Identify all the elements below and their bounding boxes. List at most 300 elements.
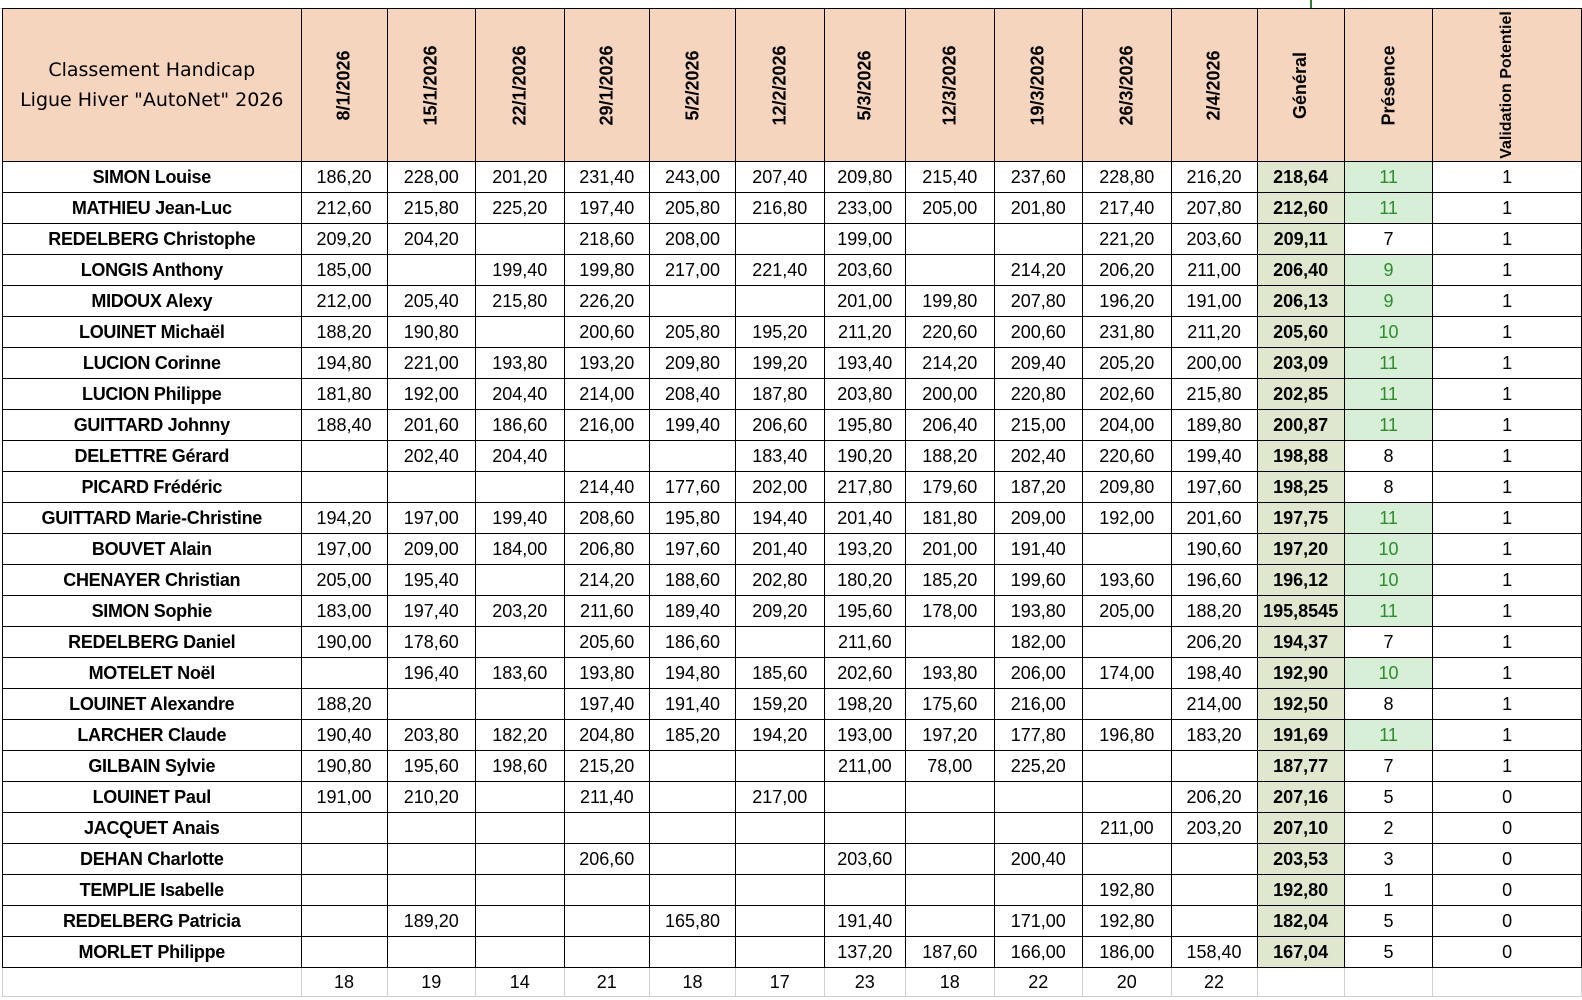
score-cell[interactable]: 182,20 — [476, 720, 565, 751]
general-cell[interactable]: 205,60 — [1257, 317, 1344, 348]
score-cell[interactable]: 197,60 — [1171, 472, 1257, 503]
score-cell[interactable] — [476, 224, 565, 255]
validation-cell[interactable]: 0 — [1433, 844, 1582, 875]
score-cell[interactable] — [387, 813, 476, 844]
player-name-cell[interactable]: TEMPLIE Isabelle — [3, 875, 302, 906]
score-cell[interactable] — [650, 875, 736, 906]
player-name-cell[interactable]: MORLET Philippe — [3, 937, 302, 968]
score-cell[interactable] — [736, 937, 825, 968]
score-cell[interactable] — [1083, 534, 1172, 565]
score-cell[interactable]: 194,80 — [301, 348, 387, 379]
total-cell[interactable]: 22 — [994, 968, 1083, 997]
score-cell[interactable]: 193,80 — [476, 348, 565, 379]
score-cell[interactable] — [906, 224, 995, 255]
score-cell[interactable]: 199,40 — [476, 255, 565, 286]
player-name-cell[interactable]: LUCION Philippe — [3, 379, 302, 410]
score-cell[interactable] — [906, 875, 995, 906]
score-cell[interactable]: 212,00 — [301, 286, 387, 317]
score-cell[interactable]: 231,40 — [564, 162, 650, 193]
player-name-cell[interactable]: REDELBERG Patricia — [3, 906, 302, 937]
presence-cell[interactable]: 7 — [1344, 751, 1433, 782]
validation-cell[interactable]: 1 — [1433, 255, 1582, 286]
presence-cell[interactable]: 9 — [1344, 286, 1433, 317]
score-cell[interactable] — [736, 906, 825, 937]
score-cell[interactable] — [994, 224, 1083, 255]
score-cell[interactable]: 203,60 — [824, 255, 906, 286]
general-cell[interactable]: 203,09 — [1257, 348, 1344, 379]
score-cell[interactable]: 211,00 — [1171, 255, 1257, 286]
score-cell[interactable]: 186,60 — [650, 627, 736, 658]
score-cell[interactable]: 204,40 — [476, 441, 565, 472]
score-cell[interactable]: 198,60 — [476, 751, 565, 782]
presence-cell[interactable]: 10 — [1344, 317, 1433, 348]
player-name-cell[interactable]: GUITTARD Marie-Christine — [3, 503, 302, 534]
empty-cell[interactable] — [1257, 968, 1344, 997]
score-cell[interactable] — [476, 782, 565, 813]
score-cell[interactable]: 192,00 — [387, 379, 476, 410]
total-cell[interactable]: 18 — [301, 968, 387, 997]
score-cell[interactable]: 205,00 — [906, 193, 995, 224]
score-cell[interactable]: 216,20 — [1171, 162, 1257, 193]
player-name-cell[interactable]: PICARD Frédéric — [3, 472, 302, 503]
score-cell[interactable]: 193,00 — [824, 720, 906, 751]
score-cell[interactable]: 199,00 — [824, 224, 906, 255]
score-cell[interactable]: 203,80 — [387, 720, 476, 751]
score-cell[interactable]: 202,40 — [994, 441, 1083, 472]
score-cell[interactable]: 215,80 — [476, 286, 565, 317]
general-cell[interactable]: 194,37 — [1257, 627, 1344, 658]
score-cell[interactable]: 198,20 — [824, 689, 906, 720]
score-cell[interactable]: 205,40 — [387, 286, 476, 317]
score-cell[interactable]: 178,00 — [906, 596, 995, 627]
presence-cell[interactable]: 7 — [1344, 224, 1433, 255]
total-cell[interactable]: 23 — [824, 968, 906, 997]
score-cell[interactable]: 200,40 — [994, 844, 1083, 875]
score-cell[interactable]: 137,20 — [824, 937, 906, 968]
presence-cell[interactable]: 2 — [1344, 813, 1433, 844]
score-cell[interactable] — [906, 813, 995, 844]
general-cell[interactable]: 218,64 — [1257, 162, 1344, 193]
player-name-cell[interactable]: BOUVET Alain — [3, 534, 302, 565]
score-cell[interactable]: 190,80 — [387, 317, 476, 348]
totals-label-cell[interactable] — [3, 968, 302, 997]
score-cell[interactable]: 205,80 — [650, 317, 736, 348]
score-cell[interactable] — [1083, 751, 1172, 782]
score-cell[interactable] — [994, 813, 1083, 844]
score-cell[interactable]: 228,00 — [387, 162, 476, 193]
score-cell[interactable]: 177,80 — [994, 720, 1083, 751]
score-cell[interactable]: 208,60 — [564, 503, 650, 534]
score-cell[interactable]: 195,60 — [824, 596, 906, 627]
general-cell[interactable]: 192,90 — [1257, 658, 1344, 689]
score-cell[interactable]: 199,40 — [476, 503, 565, 534]
score-cell[interactable]: 210,20 — [387, 782, 476, 813]
presence-cell[interactable]: 3 — [1344, 844, 1433, 875]
score-cell[interactable]: 191,00 — [301, 782, 387, 813]
score-cell[interactable] — [1083, 689, 1172, 720]
score-cell[interactable]: 233,00 — [824, 193, 906, 224]
score-cell[interactable] — [650, 751, 736, 782]
score-cell[interactable]: 231,80 — [1083, 317, 1172, 348]
total-cell[interactable]: 20 — [1083, 968, 1172, 997]
score-cell[interactable]: 175,60 — [906, 689, 995, 720]
score-cell[interactable]: 206,40 — [906, 410, 995, 441]
score-cell[interactable]: 189,40 — [650, 596, 736, 627]
general-cell[interactable]: 207,10 — [1257, 813, 1344, 844]
validation-cell[interactable]: 1 — [1433, 627, 1582, 658]
score-cell[interactable]: 209,80 — [824, 162, 906, 193]
score-cell[interactable] — [301, 937, 387, 968]
score-cell[interactable] — [650, 937, 736, 968]
player-name-cell[interactable]: LOUINET Michaël — [3, 317, 302, 348]
score-cell[interactable]: 201,60 — [387, 410, 476, 441]
score-cell[interactable]: 201,00 — [824, 286, 906, 317]
score-cell[interactable]: 204,20 — [387, 224, 476, 255]
score-cell[interactable]: 203,80 — [824, 379, 906, 410]
general-cell[interactable]: 207,16 — [1257, 782, 1344, 813]
score-cell[interactable]: 197,60 — [650, 534, 736, 565]
score-cell[interactable]: 202,40 — [387, 441, 476, 472]
score-cell[interactable]: 194,20 — [736, 720, 825, 751]
score-cell[interactable]: 190,60 — [1171, 534, 1257, 565]
score-cell[interactable]: 214,00 — [1171, 689, 1257, 720]
score-cell[interactable]: 211,00 — [1083, 813, 1172, 844]
presence-cell[interactable]: 11 — [1344, 503, 1433, 534]
validation-cell[interactable]: 1 — [1433, 317, 1582, 348]
validation-cell[interactable]: 1 — [1433, 658, 1582, 689]
score-cell[interactable]: 211,40 — [564, 782, 650, 813]
score-cell[interactable]: 221,20 — [1083, 224, 1172, 255]
general-cell[interactable]: 192,80 — [1257, 875, 1344, 906]
score-cell[interactable]: 216,00 — [994, 689, 1083, 720]
score-cell[interactable]: 197,40 — [564, 689, 650, 720]
score-cell[interactable]: 204,00 — [1083, 410, 1172, 441]
score-cell[interactable] — [650, 813, 736, 844]
score-cell[interactable]: 197,40 — [387, 596, 476, 627]
score-cell[interactable]: 197,00 — [301, 534, 387, 565]
score-cell[interactable]: 197,20 — [906, 720, 995, 751]
presence-cell[interactable]: 11 — [1344, 720, 1433, 751]
score-cell[interactable]: 191,40 — [650, 689, 736, 720]
score-cell[interactable] — [736, 751, 825, 782]
player-name-cell[interactable]: LUCION Corinne — [3, 348, 302, 379]
player-name-cell[interactable]: MIDOUX Alexy — [3, 286, 302, 317]
score-cell[interactable]: 211,60 — [824, 627, 906, 658]
general-cell[interactable]: 191,69 — [1257, 720, 1344, 751]
score-cell[interactable] — [906, 844, 995, 875]
score-cell[interactable] — [387, 875, 476, 906]
score-cell[interactable]: 215,00 — [994, 410, 1083, 441]
score-cell[interactable]: 206,00 — [994, 658, 1083, 689]
score-cell[interactable]: 204,80 — [564, 720, 650, 751]
total-cell[interactable]: 18 — [906, 968, 995, 997]
presence-cell[interactable]: 7 — [1344, 627, 1433, 658]
score-cell[interactable]: 215,40 — [906, 162, 995, 193]
player-name-cell[interactable]: DEHAN Charlotte — [3, 844, 302, 875]
score-cell[interactable] — [564, 813, 650, 844]
score-cell[interactable]: 209,20 — [301, 224, 387, 255]
score-cell[interactable]: 199,40 — [650, 410, 736, 441]
score-cell[interactable]: 217,40 — [1083, 193, 1172, 224]
score-cell[interactable]: 183,40 — [736, 441, 825, 472]
score-cell[interactable]: 201,00 — [906, 534, 995, 565]
score-cell[interactable] — [301, 658, 387, 689]
score-cell[interactable] — [1171, 875, 1257, 906]
score-cell[interactable]: 192,80 — [1083, 875, 1172, 906]
general-cell[interactable]: 212,60 — [1257, 193, 1344, 224]
score-cell[interactable] — [476, 627, 565, 658]
validation-cell[interactable]: 1 — [1433, 472, 1582, 503]
score-cell[interactable]: 220,60 — [1083, 441, 1172, 472]
score-cell[interactable] — [824, 782, 906, 813]
score-cell[interactable]: 186,20 — [301, 162, 387, 193]
score-cell[interactable]: 214,00 — [564, 379, 650, 410]
score-cell[interactable]: 203,60 — [1171, 224, 1257, 255]
player-name-cell[interactable]: DELETTRE Gérard — [3, 441, 302, 472]
general-cell[interactable]: 187,77 — [1257, 751, 1344, 782]
score-cell[interactable]: 188,20 — [1171, 596, 1257, 627]
player-name-cell[interactable]: MATHIEU Jean-Luc — [3, 193, 302, 224]
score-cell[interactable]: 209,40 — [994, 348, 1083, 379]
score-cell[interactable]: 201,20 — [476, 162, 565, 193]
score-cell[interactable]: 208,40 — [650, 379, 736, 410]
score-cell[interactable]: 195,40 — [387, 565, 476, 596]
score-cell[interactable]: 205,60 — [564, 627, 650, 658]
score-cell[interactable] — [1171, 751, 1257, 782]
score-cell[interactable] — [476, 472, 565, 503]
score-cell[interactable] — [476, 689, 565, 720]
validation-cell[interactable]: 1 — [1433, 565, 1582, 596]
score-cell[interactable] — [650, 782, 736, 813]
validation-cell[interactable]: 1 — [1433, 193, 1582, 224]
score-cell[interactable]: 215,80 — [1171, 379, 1257, 410]
player-name-cell[interactable]: SIMON Sophie — [3, 596, 302, 627]
score-cell[interactable]: 196,60 — [1171, 565, 1257, 596]
score-cell[interactable]: 226,20 — [564, 286, 650, 317]
validation-cell[interactable]: 1 — [1433, 379, 1582, 410]
score-cell[interactable] — [301, 441, 387, 472]
score-cell[interactable] — [301, 844, 387, 875]
general-cell[interactable]: 197,75 — [1257, 503, 1344, 534]
player-name-cell[interactable]: LONGIS Anthony — [3, 255, 302, 286]
score-cell[interactable]: 205,00 — [301, 565, 387, 596]
score-cell[interactable]: 199,60 — [994, 565, 1083, 596]
score-cell[interactable]: 211,20 — [1171, 317, 1257, 348]
general-cell[interactable]: 182,04 — [1257, 906, 1344, 937]
score-cell[interactable]: 181,80 — [301, 379, 387, 410]
score-cell[interactable] — [994, 875, 1083, 906]
score-cell[interactable] — [906, 906, 995, 937]
score-cell[interactable]: 192,80 — [1083, 906, 1172, 937]
score-cell[interactable] — [564, 441, 650, 472]
score-cell[interactable] — [906, 782, 995, 813]
score-cell[interactable] — [301, 906, 387, 937]
score-cell[interactable] — [476, 565, 565, 596]
general-cell[interactable]: 206,40 — [1257, 255, 1344, 286]
presence-cell[interactable]: 10 — [1344, 565, 1433, 596]
player-name-cell[interactable]: JACQUET Anais — [3, 813, 302, 844]
score-cell[interactable]: 159,20 — [736, 689, 825, 720]
score-cell[interactable]: 199,80 — [564, 255, 650, 286]
score-cell[interactable]: 166,00 — [994, 937, 1083, 968]
general-cell[interactable]: 197,20 — [1257, 534, 1344, 565]
validation-cell[interactable]: 0 — [1433, 906, 1582, 937]
score-cell[interactable]: 193,80 — [906, 658, 995, 689]
score-cell[interactable]: 201,40 — [736, 534, 825, 565]
player-name-cell[interactable]: LARCHER Claude — [3, 720, 302, 751]
presence-cell[interactable]: 11 — [1344, 596, 1433, 627]
score-cell[interactable]: 199,40 — [1171, 441, 1257, 472]
score-cell[interactable] — [387, 844, 476, 875]
score-cell[interactable]: 185,60 — [736, 658, 825, 689]
score-cell[interactable]: 191,40 — [824, 906, 906, 937]
general-cell[interactable]: 202,85 — [1257, 379, 1344, 410]
presence-cell[interactable]: 8 — [1344, 472, 1433, 503]
score-cell[interactable]: 158,40 — [1171, 937, 1257, 968]
score-cell[interactable] — [301, 875, 387, 906]
validation-cell[interactable]: 1 — [1433, 534, 1582, 565]
empty-cell[interactable] — [1433, 968, 1582, 997]
score-cell[interactable]: 200,60 — [994, 317, 1083, 348]
score-cell[interactable] — [824, 813, 906, 844]
score-cell[interactable] — [650, 286, 736, 317]
score-cell[interactable]: 204,40 — [476, 379, 565, 410]
score-cell[interactable]: 183,20 — [1171, 720, 1257, 751]
score-cell[interactable]: 209,80 — [650, 348, 736, 379]
presence-cell[interactable]: 5 — [1344, 937, 1433, 968]
score-cell[interactable]: 209,80 — [1083, 472, 1172, 503]
score-cell[interactable]: 228,80 — [1083, 162, 1172, 193]
score-cell[interactable]: 206,60 — [564, 844, 650, 875]
score-cell[interactable]: 196,20 — [1083, 286, 1172, 317]
score-cell[interactable]: 225,20 — [476, 193, 565, 224]
score-cell[interactable] — [476, 906, 565, 937]
validation-cell[interactable]: 0 — [1433, 937, 1582, 968]
presence-cell[interactable]: 10 — [1344, 658, 1433, 689]
score-cell[interactable] — [906, 255, 995, 286]
player-name-cell[interactable]: GILBAIN Sylvie — [3, 751, 302, 782]
score-cell[interactable]: 189,20 — [387, 906, 476, 937]
score-cell[interactable]: 199,20 — [736, 348, 825, 379]
validation-cell[interactable]: 1 — [1433, 503, 1582, 534]
score-cell[interactable]: 206,20 — [1171, 627, 1257, 658]
score-cell[interactable]: 207,40 — [736, 162, 825, 193]
score-cell[interactable]: 203,20 — [1171, 813, 1257, 844]
score-cell[interactable] — [1171, 844, 1257, 875]
score-cell[interactable]: 212,60 — [301, 193, 387, 224]
presence-cell[interactable]: 1 — [1344, 875, 1433, 906]
score-cell[interactable]: 186,60 — [476, 410, 565, 441]
score-cell[interactable]: 182,00 — [994, 627, 1083, 658]
score-cell[interactable]: 206,60 — [736, 410, 825, 441]
score-cell[interactable] — [1083, 782, 1172, 813]
player-name-cell[interactable]: LOUINET Paul — [3, 782, 302, 813]
score-cell[interactable]: 189,80 — [1171, 410, 1257, 441]
score-cell[interactable]: 243,00 — [650, 162, 736, 193]
score-cell[interactable]: 78,00 — [906, 751, 995, 782]
empty-cell[interactable] — [1344, 968, 1433, 997]
score-cell[interactable] — [564, 875, 650, 906]
total-cell[interactable]: 18 — [650, 968, 736, 997]
score-cell[interactable]: 180,20 — [824, 565, 906, 596]
score-cell[interactable] — [476, 844, 565, 875]
score-cell[interactable]: 214,20 — [906, 348, 995, 379]
score-cell[interactable]: 209,00 — [994, 503, 1083, 534]
total-cell[interactable]: 19 — [387, 968, 476, 997]
validation-cell[interactable]: 0 — [1433, 813, 1582, 844]
score-cell[interactable]: 193,80 — [994, 596, 1083, 627]
general-cell[interactable]: 167,04 — [1257, 937, 1344, 968]
score-cell[interactable]: 215,80 — [387, 193, 476, 224]
score-cell[interactable]: 187,80 — [736, 379, 825, 410]
score-cell[interactable] — [736, 627, 825, 658]
score-cell[interactable]: 194,40 — [736, 503, 825, 534]
score-cell[interactable]: 216,80 — [736, 193, 825, 224]
score-cell[interactable]: 179,60 — [906, 472, 995, 503]
score-cell[interactable]: 200,00 — [1171, 348, 1257, 379]
general-cell[interactable]: 200,87 — [1257, 410, 1344, 441]
validation-cell[interactable]: 1 — [1433, 751, 1582, 782]
general-cell[interactable]: 196,12 — [1257, 565, 1344, 596]
player-name-cell[interactable]: LOUINET Alexandre — [3, 689, 302, 720]
player-name-cell[interactable]: SIMON Louise — [3, 162, 302, 193]
score-cell[interactable]: 205,80 — [650, 193, 736, 224]
presence-cell[interactable]: 11 — [1344, 193, 1433, 224]
score-cell[interactable]: 217,00 — [736, 782, 825, 813]
player-name-cell[interactable]: GUITTARD Johnny — [3, 410, 302, 441]
score-cell[interactable]: 185,20 — [650, 720, 736, 751]
score-cell[interactable]: 190,80 — [301, 751, 387, 782]
score-cell[interactable]: 220,60 — [906, 317, 995, 348]
score-cell[interactable]: 193,40 — [824, 348, 906, 379]
score-cell[interactable] — [736, 286, 825, 317]
score-cell[interactable]: 183,00 — [301, 596, 387, 627]
score-cell[interactable] — [476, 317, 565, 348]
score-cell[interactable] — [650, 844, 736, 875]
score-cell[interactable]: 201,80 — [994, 193, 1083, 224]
score-cell[interactable]: 215,20 — [564, 751, 650, 782]
score-cell[interactable] — [387, 689, 476, 720]
general-cell[interactable]: 198,25 — [1257, 472, 1344, 503]
score-cell[interactable]: 193,60 — [1083, 565, 1172, 596]
score-cell[interactable]: 191,40 — [994, 534, 1083, 565]
score-cell[interactable]: 220,80 — [994, 379, 1083, 410]
score-cell[interactable]: 216,00 — [564, 410, 650, 441]
score-cell[interactable]: 194,20 — [301, 503, 387, 534]
validation-cell[interactable]: 0 — [1433, 875, 1582, 906]
score-cell[interactable]: 195,80 — [650, 503, 736, 534]
score-cell[interactable]: 211,20 — [824, 317, 906, 348]
score-cell[interactable]: 195,80 — [824, 410, 906, 441]
score-cell[interactable]: 201,60 — [1171, 503, 1257, 534]
score-cell[interactable]: 221,00 — [387, 348, 476, 379]
score-cell[interactable] — [301, 472, 387, 503]
score-cell[interactable]: 186,00 — [1083, 937, 1172, 968]
score-cell[interactable]: 188,20 — [301, 317, 387, 348]
score-cell[interactable] — [1083, 627, 1172, 658]
score-cell[interactable]: 202,00 — [736, 472, 825, 503]
score-cell[interactable]: 214,40 — [564, 472, 650, 503]
score-cell[interactable] — [994, 782, 1083, 813]
validation-cell[interactable]: 0 — [1433, 782, 1582, 813]
score-cell[interactable]: 188,20 — [301, 689, 387, 720]
general-cell[interactable]: 209,11 — [1257, 224, 1344, 255]
score-cell[interactable]: 203,60 — [824, 844, 906, 875]
score-cell[interactable]: 181,80 — [906, 503, 995, 534]
score-cell[interactable]: 214,20 — [564, 565, 650, 596]
score-cell[interactable]: 197,40 — [564, 193, 650, 224]
score-cell[interactable] — [736, 224, 825, 255]
